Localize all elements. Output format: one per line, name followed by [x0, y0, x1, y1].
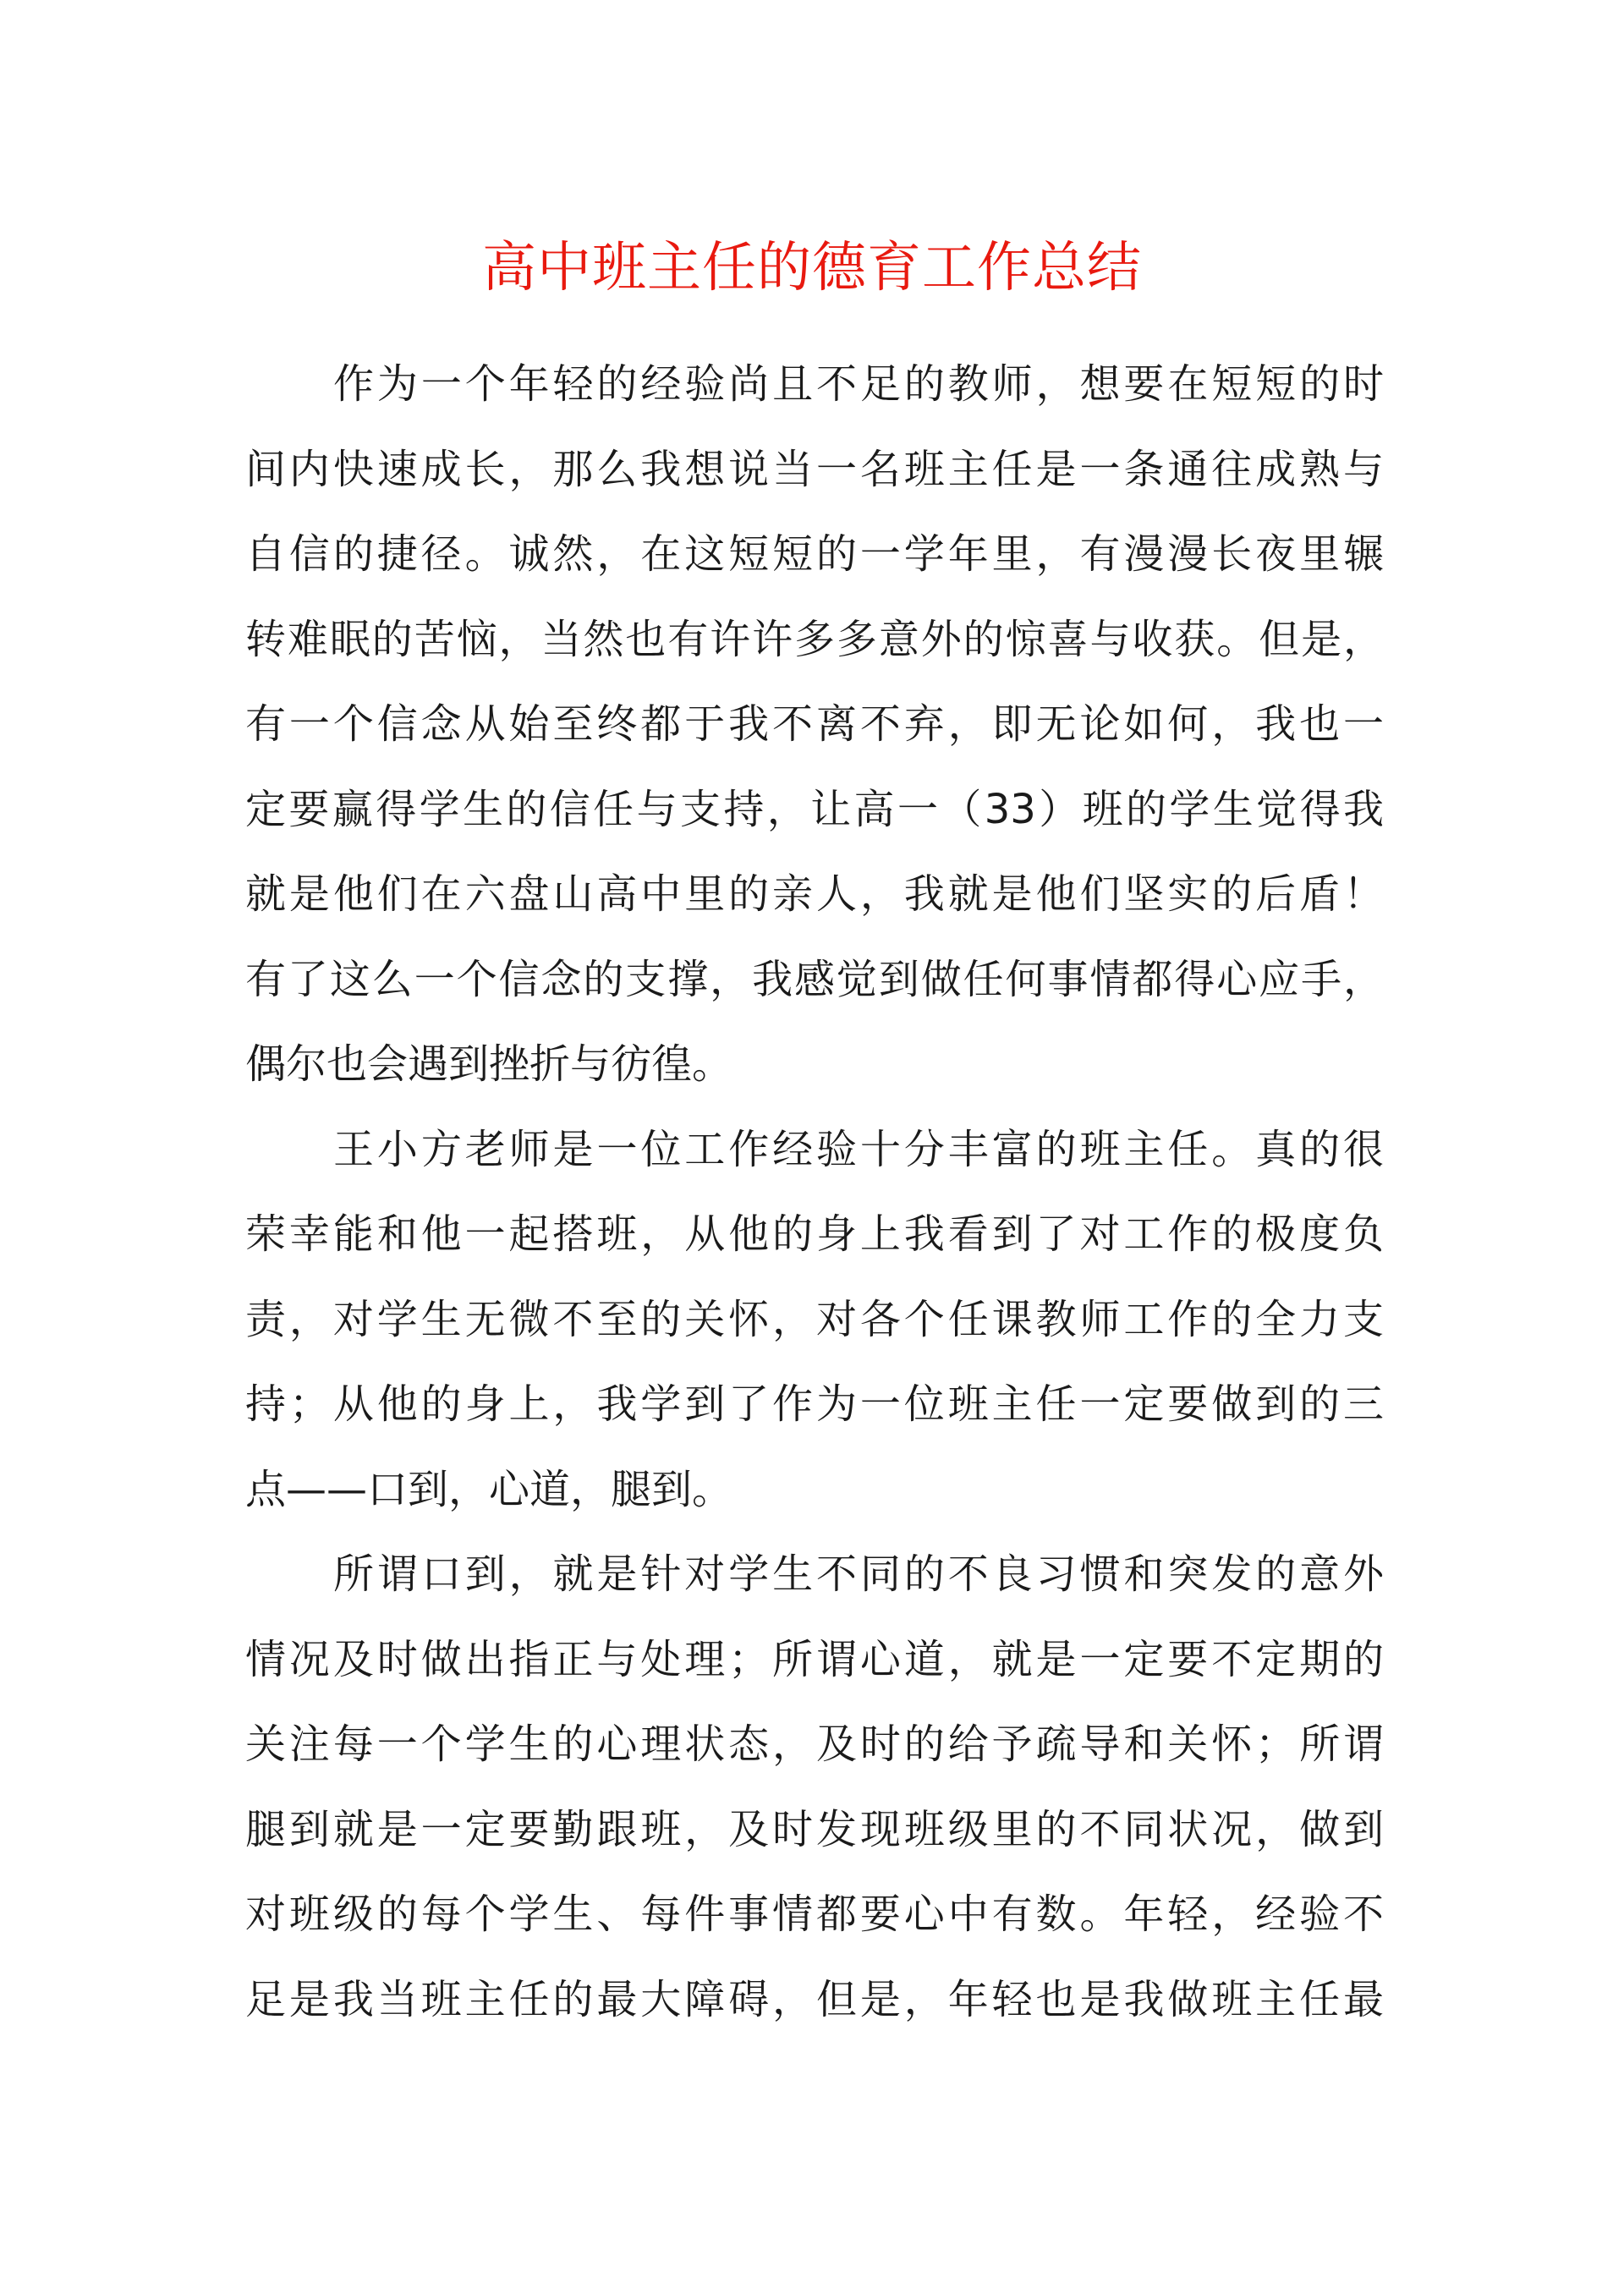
paragraph-2 — [245, 1107, 1384, 1533]
text-line: 责，对学生无微不至的关怀，对各个任课教师工作的全力支 — [245, 1295, 1384, 1343]
document-title: 高中班主任的德育工作总结 — [482, 237, 1142, 299]
text-line: 荣幸能和他一起搭班，从他的身上我看到了对工作的极度负 — [245, 1210, 1384, 1258]
text-line: 就是他们在六盘山高中里的亲人，我就是他们坚实的后盾！ — [245, 870, 1384, 918]
text-line: 对班级的每个学生、每件事情都要心中有数。年轻，经验不 — [245, 1891, 1384, 1938]
paragraph-3 — [245, 1532, 1384, 2042]
text-line: 所谓口到，就是针对学生不同的不良习惯和突发的意外 — [333, 1550, 1384, 1598]
text-line: 情况及时做出指正与处理；所谓心道，就是一定要不定期的 — [245, 1635, 1384, 1683]
text-line: 足是我当班主任的最大障碍，但是，年轻也是我做班主任最 — [245, 1975, 1384, 2023]
text-line: 自信的捷径。诚然，在这短短的一学年里，有漫漫长夜里辗 — [245, 530, 1384, 578]
text-line: 转难眠的苦恼，当然也有许许多多意外的惊喜与收获。但是， — [245, 615, 1384, 663]
document-body — [245, 342, 1384, 2042]
text-line: 有了这么一个信念的支撑，我感觉到做任何事情都得心应手， — [245, 955, 1384, 1003]
text-line: 关注每一个学生的心理状态，及时的给予疏导和关怀；所谓 — [245, 1720, 1384, 1768]
text-line: 作为一个年轻的经验尚且不足的教师，想要在短短的时 — [333, 360, 1384, 408]
text-line: 有一个信念从始至终都于我不离不弃，即无论如何，我也一 — [245, 700, 1384, 748]
text-line: 偶尔也会遇到挫折与彷徨。 — [245, 1040, 733, 1088]
text-line: 王小方老师是一位工作经验十分丰富的班主任。真的很 — [333, 1125, 1384, 1173]
text-line: 点——口到，心道，腿到。 — [245, 1465, 733, 1513]
text-line: 腿到就是一定要勤跟班，及时发现班级里的不同状况，做到 — [245, 1805, 1384, 1853]
text-line: 持；从他的身上，我学到了作为一位班主任一定要做到的三 — [245, 1380, 1384, 1428]
paragraph-1 — [245, 342, 1384, 1107]
text-line: 间内快速成长，那么我想说当一名班主任是一条通往成熟与 — [245, 445, 1384, 493]
text-line: 定要赢得学生的信任与支持，让高一（33）班的学生觉得我 — [245, 785, 1384, 833]
